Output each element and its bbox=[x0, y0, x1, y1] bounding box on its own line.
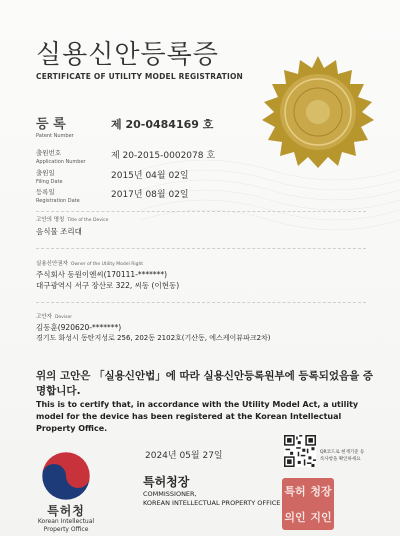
office-head-korean: 특허청장 bbox=[143, 475, 190, 489]
registration-number: 제 20-0484169 호 bbox=[111, 118, 214, 131]
application-label: 출원번호 Application Number bbox=[36, 149, 86, 165]
official-seal-stamp: 특허 청장 의인 지인 bbox=[282, 478, 334, 530]
kipo-logo-english: Korean Intellectual Property Office bbox=[37, 518, 95, 533]
application-number: 제 20-2015-0002078 호 bbox=[111, 151, 216, 161]
filing-date: 2015년 04월 02일 bbox=[111, 171, 189, 181]
certification-statement-english: This is to certify that, in accordance with the Utility Model Act, a utility model for the device has been registered at the Korean Intellectual Property Office. bbox=[36, 400, 359, 433]
document-title-korean: 실용신안등록증 bbox=[36, 40, 219, 70]
registration-date: 2017년 08월 02일 bbox=[111, 190, 189, 200]
commissioner-signature-block: COMMISSIONER, KOREAN INTELLECTUAL PROPERTY OFFICE bbox=[143, 490, 281, 507]
deviser-label: 고안자 Deviser bbox=[36, 314, 73, 320]
device-title-label: 고안의 명칭 Title of the Device bbox=[36, 217, 109, 223]
owner-label: 실용신안권자 Owner of the Utility Model Right bbox=[36, 261, 144, 267]
registration-label: 등 록 Patent Number bbox=[36, 117, 74, 139]
kipo-logo-icon bbox=[40, 450, 92, 502]
qr-code-icon[interactable] bbox=[284, 435, 316, 467]
issue-date: 2024년 05월 27일 bbox=[145, 451, 223, 461]
document-title-english: CERTIFICATE OF UTILITY MODEL REGISTRATION bbox=[36, 72, 243, 81]
divider bbox=[36, 302, 366, 303]
kipo-logo-korean: 특허청 bbox=[47, 504, 85, 518]
registration-date-label: 등록일 Registration Date bbox=[36, 188, 80, 204]
divider bbox=[36, 211, 366, 212]
filing-date-label: 출원일 Filing Date bbox=[36, 169, 63, 185]
gold-seal-icon bbox=[258, 54, 378, 174]
divider bbox=[36, 248, 366, 249]
qr-code-note: QR코드로 현재기준 등록사항을 확인하세요 bbox=[320, 450, 365, 462]
owner-address: 대구광역시 서구 장산로 322, 씨동 (이현동) bbox=[36, 281, 180, 290]
certification-statement-korean: 위의 고안은 「실용신안법」에 따라 실용신안등록원부에 등록되었음을 증명합니다. bbox=[36, 370, 374, 397]
owner-name: 주식회사 동원이엔씨(170111-*******) bbox=[36, 270, 168, 279]
deviser-address: 경기도 화성시 동탄지성로 256, 202동 2102호(기산동, 에스케이뷰파크2차) bbox=[36, 334, 271, 342]
device-title: 음식물 조리대 bbox=[36, 227, 82, 236]
deviser-name: 김동훈(920620-*******) bbox=[36, 323, 122, 332]
